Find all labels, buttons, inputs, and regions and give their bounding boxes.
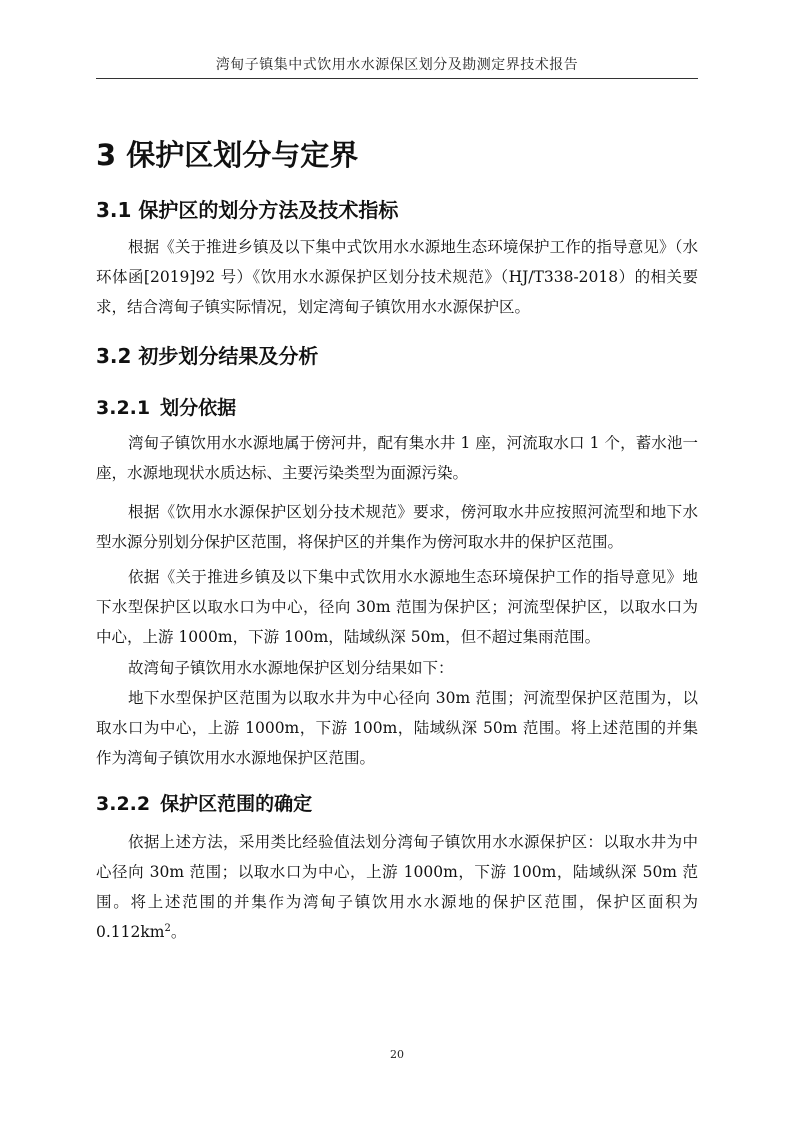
- section-3-1-title: 3.1 保护区的划分方法及技术指标: [96, 198, 399, 222]
- section-3-2-2-number: 3.2.2: [96, 793, 151, 815]
- section-3-2-2-title: 保护区范围的确定: [160, 793, 313, 815]
- chapter-title: 3 保护区划分与定界: [96, 138, 359, 172]
- section-3-2-1-number: 3.2.1: [96, 397, 151, 419]
- section-3-2-2-paragraph-text: 依据上述方法，采用类比经验值法划分湾甸子镇饮用水水源保护区：以取水井为中心径向 30m 范围；以取水口为中心，上游 1000m，下游 100m，陆域纵深 50m 范围。将上述范围的并集作为湾甸子镇饮用水水源地的保护区范围，保护区面积为 0.112km: [96, 833, 698, 941]
- section-3-2-1-paragraph-2: 根据《饮用水水源保护区划分技术规范》要求，傍河取水井应按照河流型和地下水型水源分别划分保护区范围，将保护区的并集作为傍河取水井的保护区范围。: [96, 503, 698, 551]
- section-3-2-1-paragraph-1: 湾甸子镇饮用水水源地属于傍河井，配有集水井 1 座，河流取水口 1 个，蓄水池一座，水源地现状水质达标、主要污染类型为面源污染。: [96, 434, 698, 482]
- section-3-2-2-paragraph: [96, 827, 698, 947]
- section-3-2-title: 3.2 初步划分结果及分析: [96, 344, 319, 368]
- section-3-2-2-paragraph-end: 。: [170, 923, 187, 941]
- page-number: 20: [390, 1048, 404, 1061]
- section-3-1-paragraph: 根据《关于推进乡镇及以下集中式饮用水水源地生态环境保护工作的指导意见》（水环体函[2019]92 号）《饮用水水源保护区划分技术规范》（HJ/T338-2018）的相关要求，结合湾甸子镇实际情况，划定湾甸子镇饮用水水源保护区。: [96, 238, 698, 316]
- running-header: 湾甸子镇集中式饮用水水源保区划分及勘测定界技术报告: [215, 57, 579, 73]
- section-3-2-2-heading: [96, 790, 312, 818]
- section-3-2-1-title: 划分依据: [160, 397, 237, 419]
- section-3-2-1-heading: [96, 394, 236, 422]
- section-3-2-1-paragraph-4: 故湾甸子镇饮用水水源地保护区划分结果如下：: [128, 659, 454, 677]
- header-rule: [96, 78, 698, 79]
- area-unit-superscript: 2: [164, 922, 171, 934]
- section-3-2-1-paragraph-3: 依据《关于推进乡镇及以下集中式饮用水水源地生态环境保护工作的指导意见》地下水型保护区以取水口为中心，径向 30m 范围为保护区；河流型保护区，以取水口为中心，上游 1000m，下游 100m，陆域纵深 50m，但不超过集雨范围。: [96, 568, 698, 646]
- section-3-2-1-paragraph-5: 地下水型保护区范围为以取水井为中心径向 30m 范围；河流型保护区范围为，以取水口为中心，上游 1000m，下游 100m，陆域纵深 50m 范围。将上述范围的并集作为湾甸子镇饮用水水源地保护区范围。: [96, 689, 698, 767]
